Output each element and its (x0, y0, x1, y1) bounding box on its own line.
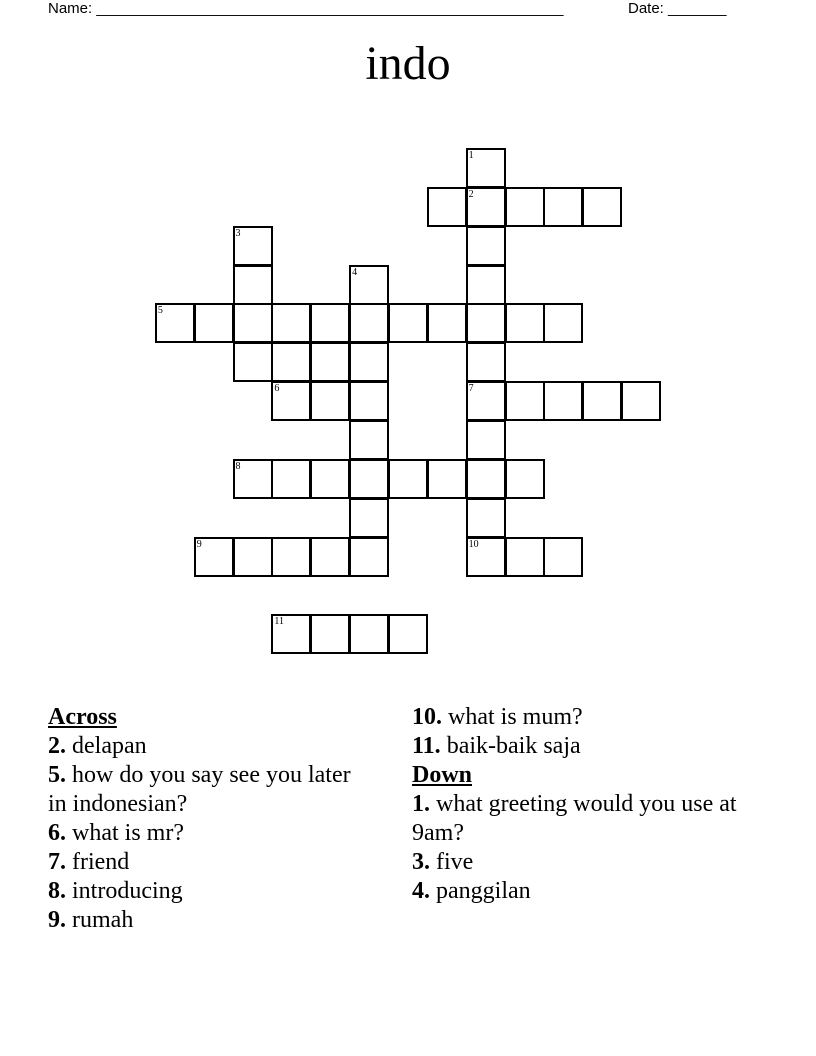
grid-cell[interactable] (582, 381, 622, 421)
grid-cell[interactable] (427, 303, 467, 343)
grid-cell[interactable] (505, 187, 545, 227)
clue-across-5 (48, 761, 368, 819)
grid-cell[interactable] (271, 459, 311, 499)
clue-number-label: 2 (468, 188, 474, 200)
clue-across-6 (48, 819, 368, 848)
grid-cell[interactable] (466, 265, 506, 305)
grid-cell[interactable] (466, 537, 506, 577)
clue-text: panggilan (436, 878, 531, 904)
clue-text: baik-baik saja (446, 733, 581, 759)
grid-cell[interactable] (466, 381, 506, 421)
clue-down-3 (412, 848, 742, 877)
grid-cell[interactable] (543, 303, 583, 343)
grid-cell[interactable] (310, 614, 350, 654)
grid-cell[interactable] (349, 459, 389, 499)
clue-number-label: 4 (352, 266, 358, 278)
grid-cell[interactable] (233, 342, 273, 382)
grid-cell[interactable] (233, 459, 273, 499)
grid-cell[interactable] (349, 342, 389, 382)
clue-number-label: 10 (468, 538, 479, 550)
clue-across-7 (48, 848, 368, 877)
grid-cell[interactable] (505, 537, 545, 577)
grid-cell[interactable] (543, 537, 583, 577)
grid-cell[interactable] (310, 303, 350, 343)
clue-across-10 (412, 703, 742, 732)
clue-number-label: 1 (468, 150, 474, 161)
across-heading: Across (48, 704, 117, 730)
clue-number-label: 8 (235, 460, 241, 472)
grid-cell[interactable] (233, 226, 273, 266)
grid-cell[interactable] (310, 381, 350, 421)
clue-across-11 (412, 732, 742, 761)
clue-across-8 (48, 877, 368, 906)
clues-column-2 (412, 703, 742, 906)
grid-cell[interactable] (388, 614, 428, 654)
clue-number: 11. (412, 733, 441, 759)
grid-cell[interactable] (310, 459, 350, 499)
down-heading: Down (412, 762, 473, 788)
worksheet-header (48, 0, 740, 20)
grid-cell[interactable] (388, 459, 428, 499)
grid-cell[interactable] (621, 381, 661, 421)
grid-cell[interactable] (310, 537, 350, 577)
grid-cell[interactable] (271, 381, 311, 421)
grid-cell[interactable] (271, 537, 311, 577)
grid-cell[interactable] (349, 614, 389, 654)
grid-cell[interactable] (349, 420, 389, 460)
clue-text: what greeting would you use at 9am? (412, 791, 737, 846)
grid-cell[interactable] (349, 265, 389, 305)
clue-number: 5. (48, 762, 66, 788)
clue-text: what is mum? (448, 704, 583, 730)
grid-cell[interactable] (466, 459, 506, 499)
page-title: indo (365, 37, 451, 90)
grid-cell[interactable] (349, 381, 389, 421)
grid-cell[interactable] (233, 537, 273, 577)
grid-cell[interactable] (349, 498, 389, 538)
date-field[interactable]: Date: _______ (628, 0, 727, 17)
clue-down-4 (412, 877, 742, 906)
clue-number-label: 6 (274, 383, 280, 395)
clue-text: five (436, 849, 474, 875)
clue-number: 1. (412, 791, 430, 817)
grid-cell[interactable] (466, 498, 506, 538)
grid-cell[interactable] (466, 148, 506, 188)
clue-number: 10. (412, 704, 442, 730)
grid-cell[interactable] (349, 537, 389, 577)
clue-text: how do you say see you later in indonesian? (48, 762, 351, 817)
clue-number-label: 3 (235, 227, 241, 239)
clue-number: 2. (48, 733, 66, 759)
grid-cell[interactable] (505, 303, 545, 343)
clue-text: rumah (72, 907, 134, 933)
grid-cell[interactable] (543, 187, 583, 227)
grid-cell[interactable] (271, 342, 311, 382)
grid-cell[interactable] (233, 265, 273, 305)
grid-cell[interactable] (310, 342, 350, 382)
grid-cell[interactable] (466, 342, 506, 382)
grid-cell[interactable] (466, 226, 506, 266)
grid-cell[interactable] (582, 187, 622, 227)
grid-cell[interactable] (427, 187, 467, 227)
grid-cell[interactable] (466, 420, 506, 460)
grid-cell[interactable] (155, 303, 195, 343)
clue-number-label: 7 (468, 383, 474, 395)
grid-cell[interactable] (349, 303, 389, 343)
grid-cell[interactable] (505, 381, 545, 421)
clue-text: friend (72, 849, 130, 875)
clue-down-1 (412, 790, 742, 848)
clue-number: 8. (48, 878, 66, 904)
clue-number-label: 11 (274, 616, 285, 628)
grid-cell[interactable] (388, 303, 428, 343)
clue-across-9 (48, 906, 368, 935)
clue-number: 6. (48, 820, 66, 846)
clues-column-1 (48, 703, 368, 935)
clue-number: 3. (412, 849, 430, 875)
grid-cell[interactable] (427, 459, 467, 499)
grid-cell[interactable] (194, 537, 234, 577)
grid-cell[interactable] (271, 303, 311, 343)
grid-cell[interactable] (543, 381, 583, 421)
grid-cell[interactable] (271, 614, 311, 654)
clue-text: introducing (72, 878, 183, 904)
grid-cell[interactable] (233, 303, 273, 343)
grid-cell[interactable] (466, 187, 506, 227)
clue-text: delapan (72, 733, 147, 759)
clue-number-label: 5 (157, 305, 163, 317)
clue-number: 4. (412, 878, 430, 904)
clue-number: 9. (48, 907, 66, 933)
clue-number: 7. (48, 849, 66, 875)
grid-cell[interactable] (194, 303, 234, 343)
grid-cell[interactable] (505, 459, 545, 499)
clue-number-label: 9 (196, 538, 202, 550)
clue-across-2 (48, 732, 368, 761)
grid-cell[interactable] (466, 303, 506, 343)
clue-text: what is mr? (72, 820, 184, 846)
name-field[interactable]: Name: ________________________________________________________ (48, 0, 564, 17)
